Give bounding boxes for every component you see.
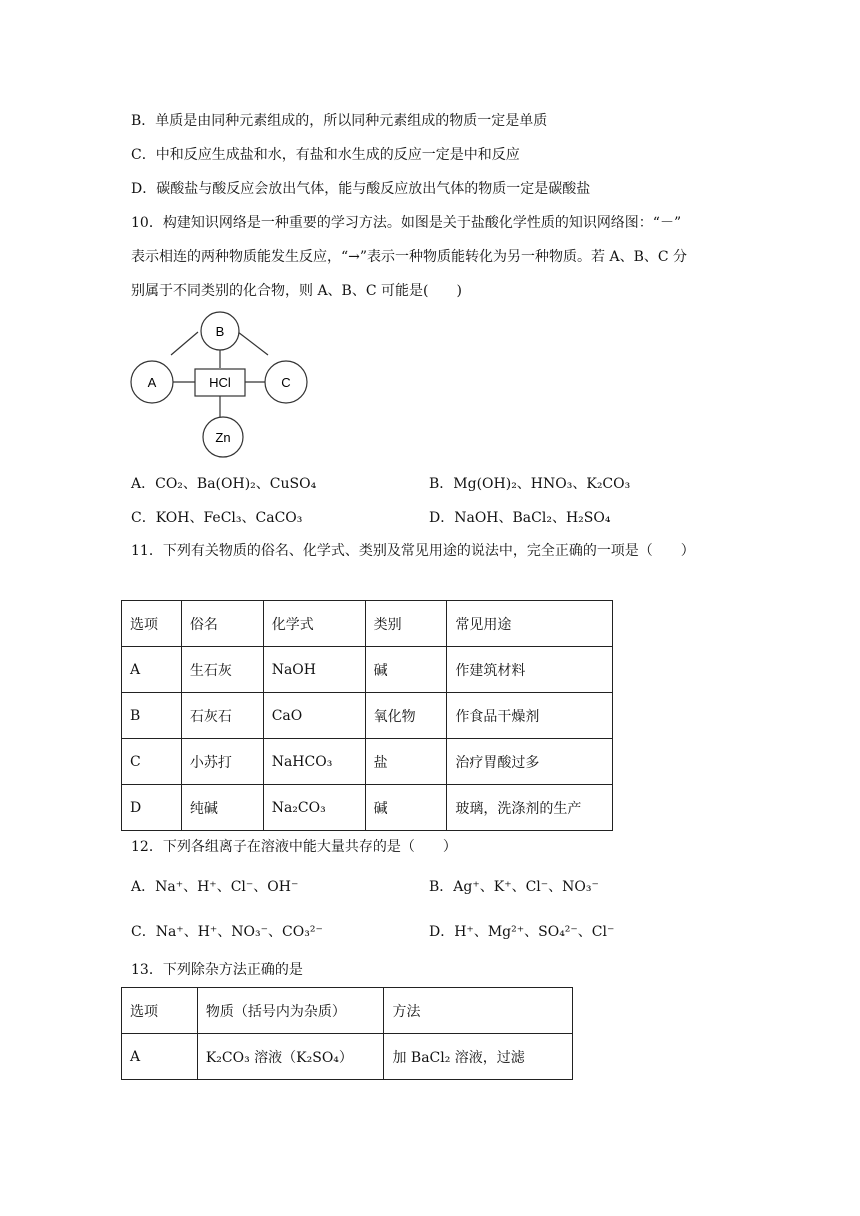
header-cell: 常见用途 [447,601,613,647]
table-header-row [122,988,573,1034]
table-cell: 盐 [365,739,447,785]
header-cell: 选项 [122,988,198,1034]
table-row [122,693,613,739]
header-cell: 俗名 [181,601,263,647]
table-cell: 碱 [365,785,447,831]
q13-table [121,987,573,1080]
table-row [122,1034,573,1080]
q10-stem-line1: 10．构建知识网络是一种重要的学习方法。如图是关于盐酸化学性质的知识网络图：“－” [131,215,682,231]
q10-option-b: B．Mg(OH)₂、HNO₃、K₂CO₃ [429,476,631,492]
table-cell: 治疗胃酸过多 [447,739,613,785]
node-b-label: B [215,324,225,339]
q12-stem: 12．下列各组离子在溶液中能大量共存的是（ ） [131,839,457,855]
table-cell: 碱 [365,647,447,693]
q10-option-d: D．NaOH、BaCl₂、H₂SO₄ [429,510,611,526]
q11-stem: 11．下列有关物质的俗名、化学式、类别及常见用途的说法中，完全正确的一项是（ ） [131,543,695,559]
table-cell: D [122,785,182,831]
node-a-label: A [147,375,157,390]
table-cell: CaO [263,693,365,739]
table-cell: NaOH [263,647,365,693]
q11-table [121,600,613,831]
q10-stem-line2: 表示相连的两种物质能发生反应，“→”表示一种物质能转化为另一种物质。若 A、B、C 分 [131,249,688,265]
q10-option-c: C．KOH、FeCl₃、CaCO₃ [131,510,303,526]
table-header-row [122,601,613,647]
hcl-knowledge-network-diagram [128,310,328,460]
header-cell: 选项 [122,601,182,647]
table-cell: 作建筑材料 [447,647,613,693]
table-cell: 玻璃，洗涤剂的生产 [447,785,613,831]
header-cell: 方法 [384,988,573,1034]
table-cell: 石灰石 [181,693,263,739]
q9-option-b: B．单质是由同种元素组成的，所以同种元素组成的物质一定是单质 [131,113,548,129]
table-cell: K₂CO₃ 溶液（K₂SO₄） [197,1034,384,1080]
q9-option-d: D．碳酸盐与酸反应会放出气体，能与酸反应放出气体的物质一定是碳酸盐 [131,181,591,197]
q12-option-d: D．H⁺、Mg²⁺、SO₄²⁻、Cl⁻ [429,924,615,940]
q9-option-c: C．中和反应生成盐和水，有盐和水生成的反应一定是中和反应 [131,147,520,163]
table-cell: 氧化物 [365,693,447,739]
table-cell: C [122,739,182,785]
hcl-label: HCl [209,375,231,390]
table-cell: NaHCO₃ [263,739,365,785]
header-cell: 类别 [365,601,447,647]
node-c-label: C [281,375,291,390]
table-row [122,785,613,831]
table-cell: 生石灰 [181,647,263,693]
table-cell: 纯碱 [181,785,263,831]
table-cell: Na₂CO₃ [263,785,365,831]
node-zn-label: Zn [215,430,231,445]
table-row [122,647,613,693]
q13-stem: 13．下列除杂方法正确的是 [131,962,303,978]
q10-stem-line3: 别属于不同类别的化合物，则 A、B、C 可能是( ) [131,283,462,299]
q12-option-a: A．Na⁺、H⁺、Cl⁻、OH⁻ [131,879,299,895]
table-row [122,739,613,785]
header-cell: 物质（括号内为杂质） [197,988,384,1034]
table-cell: A [122,647,182,693]
table-cell: 加 BaCl₂ 溶液，过滤 [384,1034,573,1080]
q10-option-a: A．CO₂、Ba(OH)₂、CuSO₄ [131,476,317,492]
table-cell: 小苏打 [181,739,263,785]
q12-option-b: B．Ag⁺、K⁺、Cl⁻、NO₃⁻ [429,879,599,895]
header-cell: 化学式 [263,601,365,647]
table-cell: A [122,1034,198,1080]
table-cell: 作食品干燥剂 [447,693,613,739]
table-cell: B [122,693,182,739]
q12-option-c: C．Na⁺、H⁺、NO₃⁻、CO₃²⁻ [131,924,323,940]
